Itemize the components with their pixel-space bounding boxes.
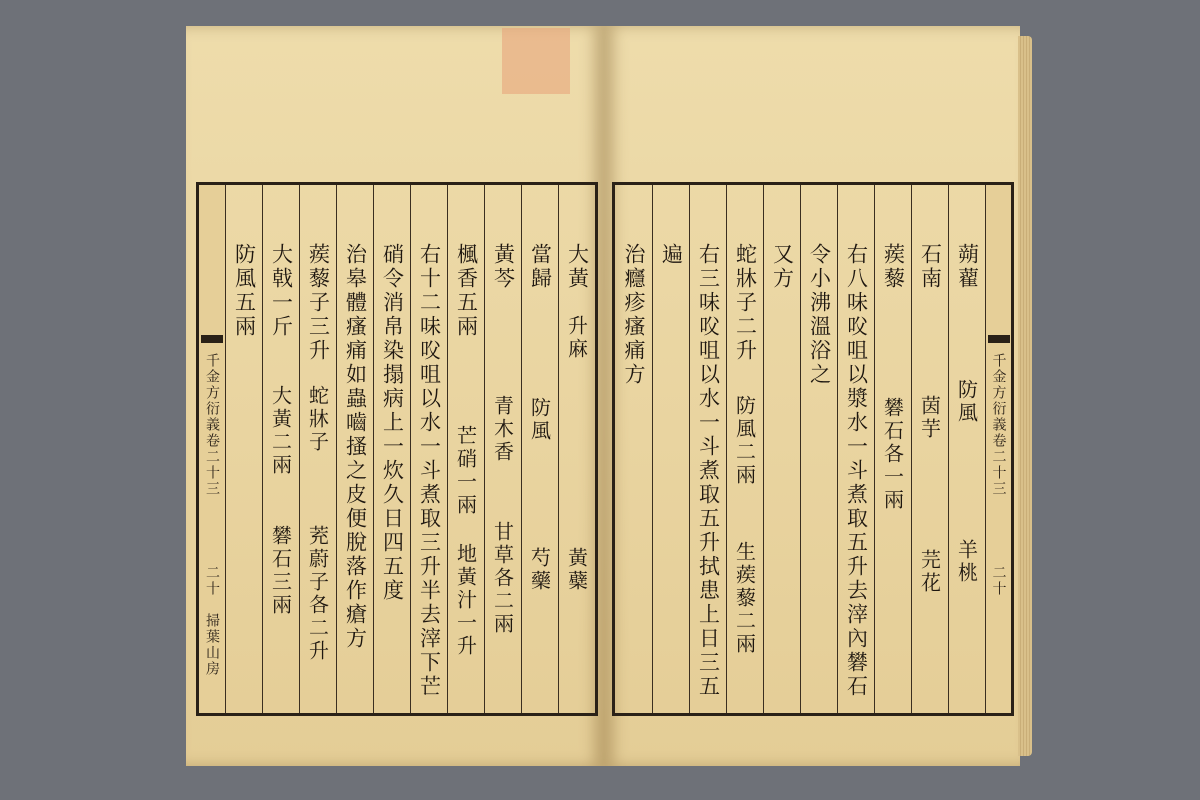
right-spine-page-mark: 二十 [990,565,1007,597]
left-spine-publisher: 掃葉山房 [204,613,220,677]
text-column: 石南 [918,243,943,291]
right-col-4 [837,185,874,713]
text-column: 大黃二兩 [268,385,293,477]
open-book [186,26,1032,774]
text-column: 治癮疹瘙痛方 [622,243,646,387]
right-col-1 [948,185,985,713]
right-col-2 [911,185,948,713]
right-page-frame [612,182,1014,716]
text-column: 防風 [527,397,552,443]
left-col-10 [225,185,262,713]
text-column: 茺蔚子各二升 [305,525,330,663]
left-col-3 [484,185,521,713]
right-spine-title: 千金方衍義卷二十三 [990,353,1007,497]
left-col-1 [558,185,595,713]
text-column: 右八味㕮咀以漿水一斗煮取五升去滓內礬石 [844,243,869,699]
library-stamp [502,28,570,94]
left-col-7 [336,185,373,713]
right-col-6 [763,185,800,713]
text-column: 蒺藜子三升 [306,243,331,363]
text-column: 又方 [770,243,795,291]
text-column: 甘草各二兩 [490,521,515,636]
text-column: 當歸 [528,243,553,291]
text-column: 治皋體瘙痛如蟲嚙搔之皮便脫落作瘡方 [343,243,368,651]
left-spine-title: 千金方衍義卷二十三 [204,353,220,497]
right-col-9 [652,185,689,713]
text-column: 右十二味㕮咀以水一斗煮取三升半去滓下芒 [417,243,442,699]
text-column: 青木香 [490,395,515,464]
text-column: 黃蘗 [564,547,589,593]
right-page [604,26,1020,766]
left-col-6 [373,185,410,713]
left-col-9 [262,185,299,713]
right-col-5 [800,185,837,713]
text-column: 升麻 [564,315,589,361]
text-column: 硝令消帛染搨病上一炊久日四五度 [380,243,405,603]
text-column: 礬石各一兩 [880,397,905,512]
text-column: 黃芩 [491,243,516,291]
text-column: 楓香五兩 [454,243,479,339]
left-page-frame [196,182,598,716]
text-column: 防風 [954,379,979,425]
text-column: 大黃 [565,243,590,291]
text-column: 蒴藋 [955,243,980,291]
left-col-5 [410,185,447,713]
text-column: 茵芋 [917,395,942,441]
text-column: 礬石三兩 [268,525,293,617]
left-col-2 [521,185,558,713]
text-column: 大戟一斤 [269,243,294,339]
right-col-7 [726,185,763,713]
text-column: 生蒺藜二兩 [732,541,757,656]
text-column: 芒硝一兩 [453,425,478,517]
text-column: 令小沸溫浴之 [807,243,832,387]
text-column: 蒺藜 [881,243,906,291]
text-column: 防風五兩 [232,243,257,339]
right-col-3 [874,185,911,713]
right-spine-column [985,185,1011,713]
right-col-8 [689,185,726,713]
text-column: 防風二兩 [732,395,757,487]
fishtail-mark [201,335,223,343]
text-column: 羊桃 [954,539,979,585]
right-col-10 [615,185,652,713]
text-column: 蛇牀子二升 [733,243,758,363]
text-column: 芍藥 [527,547,552,593]
left-spine-page-mark: 二十 [204,565,220,597]
text-column: 蛇牀子 [305,385,330,454]
text-column: 右三味㕮咀以水一斗煮取五升拭患上日三五 [696,243,721,699]
left-col-4 [447,185,484,713]
text-column: 地黃汁一升 [453,543,478,658]
page-edges [1018,36,1032,756]
left-page [186,26,604,766]
text-column: 芫花 [917,549,942,595]
left-col-8 [299,185,336,713]
fishtail-mark [988,335,1010,343]
text-column: 遍 [659,243,684,267]
left-spine-column [199,185,225,713]
